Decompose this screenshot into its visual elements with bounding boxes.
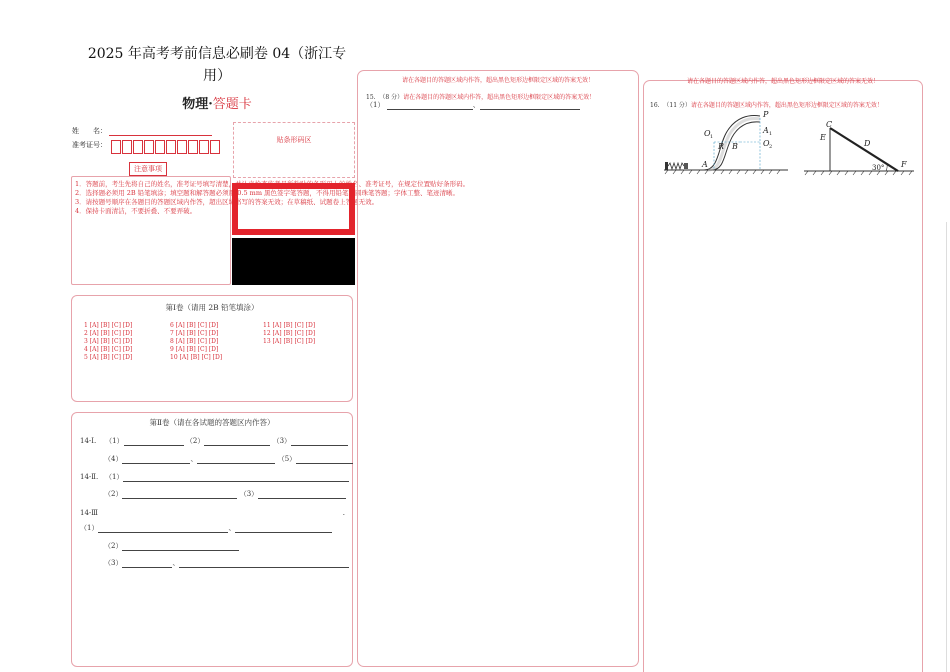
answer-blank[interactable]	[122, 454, 190, 464]
sub-label: （3）	[272, 437, 292, 445]
sub-label: （1）	[104, 473, 124, 481]
id-digit-box[interactable]	[166, 140, 176, 154]
q14-3-row-c	[104, 558, 349, 568]
id-digit-box[interactable]	[122, 140, 132, 154]
mc-question[interactable]: 13 [A] [B] [C] [D]	[263, 338, 316, 345]
barcode-label: 贴条形码区	[276, 136, 312, 144]
label-p: P	[763, 110, 769, 119]
label-a1-sub: 1	[769, 131, 773, 137]
sub-label: （2）	[104, 542, 123, 550]
sub-label: （5）	[277, 455, 297, 463]
q16-number: 16.	[650, 102, 660, 109]
q15-box	[357, 70, 639, 667]
label-angle: 30°	[872, 164, 885, 172]
q16-score: （11 分）	[663, 102, 691, 109]
sub-label: （3）	[239, 490, 259, 498]
red-marker-box	[232, 183, 355, 235]
id-digit-box[interactable]	[144, 140, 154, 154]
id-boxes[interactable]	[111, 140, 221, 154]
title-line-1: 2025 年高考考前信息必刷卷 04（浙江专	[87, 46, 347, 62]
q15-number: 15.	[366, 94, 376, 101]
sub-label: （4）	[104, 455, 123, 463]
note-1: 1．答题前，考生先将自己的姓名，准考证号填写清楚，并认真检查监考员所粘贴的条形码上的姓名、准考证号，在规定位置贴好条形码。	[75, 180, 470, 188]
mc-question[interactable]: 11 [A] [B] [C] [D]	[263, 322, 316, 329]
mc-question[interactable]: 5 [A] [B] [C] [D]	[84, 354, 133, 361]
answer-blank[interactable]	[124, 436, 184, 446]
q15-warning: 请在各题目的答题区域内作答，超出黑色矩形边框限定区域的答案无效！	[403, 94, 596, 101]
sub-label: （1）	[366, 101, 385, 109]
mc-col-2	[170, 322, 222, 362]
track-figure	[662, 108, 790, 176]
col2-warning: 请在各题目的答题区域内作答，超出黑色矩形边框限定区域的答案无效！	[401, 77, 594, 84]
label-a1: A	[763, 126, 769, 135]
label-o1-sub: 1	[710, 134, 714, 140]
id-digit-box[interactable]	[155, 140, 165, 154]
sub-label: （2）	[185, 437, 205, 445]
id-row	[72, 140, 107, 150]
answer-blank[interactable]	[122, 541, 239, 551]
separator: 、	[172, 559, 180, 567]
q14-2-row-a	[80, 472, 349, 482]
label-o2-sub: 2	[769, 144, 773, 150]
mc-question[interactable]: 7 [A] [B] [C] [D]	[170, 330, 219, 337]
mc-question[interactable]: 10 [A] [B] [C] [D]	[170, 354, 223, 361]
id-digit-box[interactable]	[177, 140, 187, 154]
q14-3-row-b	[104, 541, 239, 551]
mc-question[interactable]: 12 [A] [B] [C] [D]	[263, 330, 316, 337]
label-b: B	[732, 142, 738, 151]
label-o2: O	[763, 139, 770, 148]
label-f: F	[901, 160, 907, 169]
q16-warning: 请在各题目的答题区域内作答，超出黑色矩形边框限定区域的答案无效！	[690, 102, 883, 109]
notice-title: 注意事项	[129, 162, 167, 176]
name-row	[72, 126, 212, 136]
q14-1-label: 14-Ⅰ.	[80, 437, 97, 445]
id-digit-box[interactable]	[188, 140, 198, 154]
sub-label: （2）	[104, 490, 123, 498]
id-digit-box[interactable]	[133, 140, 143, 154]
q14-3-label: 14-Ⅲ	[80, 509, 99, 517]
name-field[interactable]	[109, 126, 212, 136]
q14-2-row-b	[104, 489, 346, 499]
mc-col-1	[84, 322, 132, 362]
id-label: 准考证号：	[72, 141, 107, 149]
q14-2-label: 14-Ⅱ.	[80, 473, 99, 481]
barcode-area	[233, 122, 355, 178]
title-line-2: 用）	[203, 68, 231, 84]
q15-score: （8 分）	[379, 94, 404, 101]
answer-blank[interactable]	[122, 558, 172, 568]
section-1-title: 第Ⅰ卷（请用 2B 铅笔填涂）	[165, 303, 259, 312]
incline-figure	[800, 118, 916, 180]
answer-blank[interactable]	[179, 558, 349, 568]
q14-3-row-a	[80, 523, 332, 533]
subject-name: 物理·	[182, 97, 213, 112]
answer-blank[interactable]	[387, 100, 473, 110]
black-marker-block	[232, 238, 355, 285]
section-2-title: 第Ⅱ卷（请在各试题的答题区内作答）	[149, 418, 275, 427]
answer-blank[interactable]	[480, 100, 580, 110]
mc-question[interactable]: 1 [A] [B] [C] [D]	[84, 322, 133, 329]
label-r: R	[718, 142, 725, 151]
q14-1-row-b	[104, 454, 353, 464]
answer-blank[interactable]	[296, 454, 353, 464]
col3-warning: 请在各题目的答题区域内作答，超出黑色矩形边框限定区域的答案无效！	[686, 78, 879, 85]
separator: 、	[228, 524, 236, 532]
note-2: 2．选择题必须用 2B 铅笔填涂；填空题和解答题必须用 0.5 mm 黑色签字笔答题，不得用铅笔或圆珠笔答题；字体工整、笔迹清晰。	[75, 189, 460, 197]
answer-sheet-label: 答题卡	[212, 97, 252, 112]
answer-blank[interactable]	[291, 436, 348, 446]
id-digit-box[interactable]	[199, 140, 209, 154]
page-title	[72, 43, 362, 87]
sub-label: （1）	[105, 437, 124, 445]
q14-3-row-label	[80, 508, 345, 518]
mc-question[interactable]: 6 [A] [B] [C] [D]	[170, 322, 219, 329]
answer-blank[interactable]	[197, 454, 275, 464]
mc-question[interactable]: 9 [A] [B] [C] [D]	[170, 346, 219, 353]
answer-blank[interactable]	[123, 472, 349, 482]
page-edge-line	[946, 222, 947, 672]
answer-blank[interactable]	[258, 489, 346, 499]
label-a: A	[702, 160, 708, 169]
note-3: 3．请按题号顺序在各题目的答题区域内作答，超出区域书写的答案无效；在草稿纸、试题卷上答题无效。	[75, 198, 379, 206]
name-label: 姓 名：	[72, 127, 107, 135]
mc-question[interactable]: 8 [A] [B] [C] [D]	[170, 338, 219, 345]
answer-blank[interactable]	[98, 523, 228, 533]
trailing-dot: .	[342, 509, 345, 517]
mc-col-3	[263, 322, 315, 346]
separator: 、	[190, 455, 198, 463]
label-o1: O	[704, 129, 711, 138]
label-c: C	[826, 120, 833, 129]
incline-rod	[830, 128, 898, 171]
spring	[668, 163, 684, 169]
subject-title	[72, 93, 362, 112]
section-2-box	[71, 412, 353, 667]
sub-label: （3）	[104, 559, 123, 567]
label-e: E	[820, 133, 826, 142]
mc-question[interactable]: 3 [A] [B] [C] [D]	[84, 338, 133, 345]
sub-label: （1）	[80, 524, 99, 532]
mc-question[interactable]: 2 [A] [B] [C] [D]	[84, 330, 133, 337]
label-d: D	[864, 139, 871, 148]
q14-1-row-a	[80, 436, 348, 446]
answer-blank[interactable]	[122, 489, 237, 499]
id-digit-box[interactable]	[111, 140, 121, 154]
q15-row-1	[366, 100, 580, 110]
answer-blank[interactable]	[204, 436, 270, 446]
mc-question[interactable]: 4 [A] [B] [C] [D]	[84, 346, 133, 353]
answer-blank[interactable]	[235, 523, 332, 533]
id-digit-box[interactable]	[210, 140, 220, 154]
separator: 、	[472, 101, 480, 109]
note-4: 4．保持卡面清洁，不要折叠、不要弄破。	[75, 207, 197, 215]
